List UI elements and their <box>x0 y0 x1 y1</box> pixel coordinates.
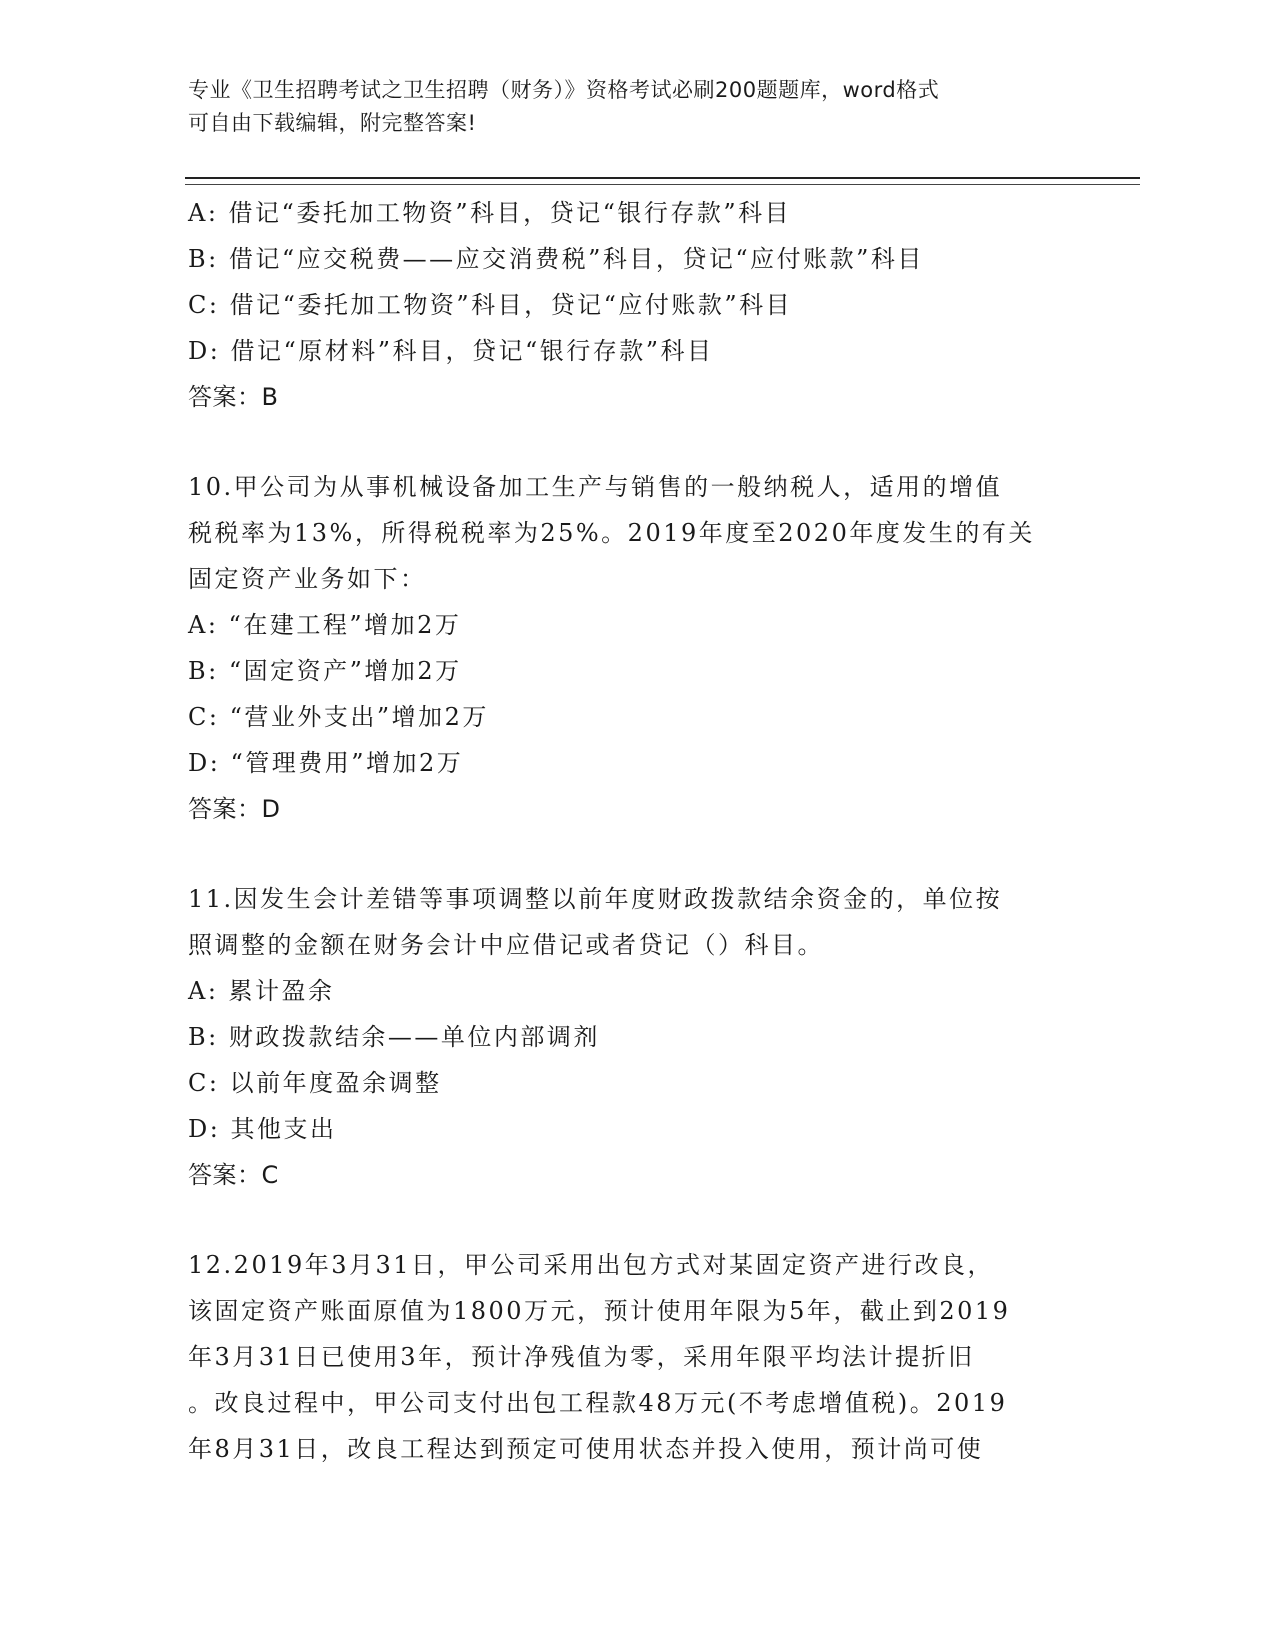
question-12-stem-line-5: 年8月31日，改良工程达到预定可使用状态并投入使用，预计尚可使 <box>188 1435 984 1463</box>
question-12-stem-line-3: 年3月31日已使用3年，预计净残值为零，采用年限平均法计提折旧 <box>188 1343 975 1371</box>
header-divider-thick <box>185 177 1140 179</box>
question-11-stem-line-1: 11.因发生会计差错等事项调整以前年度财政拨款结余资金的，单位按 <box>188 885 1003 913</box>
header-title-line-2: 可自由下载编辑，附完整答案! <box>188 111 477 135</box>
question-9-answer: 答案：B <box>188 383 279 411</box>
question-10-option-a: A: “在建工程”增加2万 <box>188 611 462 639</box>
question-12-stem-line-1: 12.2019年3月31日，甲公司采用出包方式对某固定资产进行改良， <box>188 1251 995 1279</box>
document-header <box>188 74 1088 140</box>
question-9-option-b: B: 借记“应交税费——应交消费税”科目，贷记“应付账款”科目 <box>188 245 924 273</box>
question-12-block <box>188 1242 1088 1472</box>
question-10-block <box>188 464 1088 832</box>
question-10-answer: 答案：D <box>188 795 281 823</box>
question-9-option-c: C: 借记“委托加工物资”科目，贷记“应付账款”科目 <box>188 291 793 319</box>
question-10-stem-line-1: 10.甲公司为从事机械设备加工生产与销售的一般纳税人，适用的增值 <box>188 473 1003 501</box>
question-10-stem-line-2: 税税率为13%，所得税税率为25%。2019年度至2020年度发生的有关 <box>188 519 1035 547</box>
question-9-option-d: D: 借记“原材料”科目，贷记“银行存款”科目 <box>188 337 714 365</box>
question-10-option-c: C: “营业外支出”增加2万 <box>188 703 489 731</box>
question-list <box>188 190 1088 1472</box>
question-11-option-b: B: 财政拨款结余——单位内部调剂 <box>188 1023 600 1051</box>
question-12-stem-line-4: 。改良过程中，甲公司支付出包工程款48万元(不考虑增值税)。2019 <box>188 1389 1008 1417</box>
question-11-option-d: D: 其他支出 <box>188 1115 337 1143</box>
header-title-line-1: 专业《卫生招聘考试之卫生招聘（财务）》资格考试必刷200题题库，word格式 <box>188 78 940 102</box>
question-11-stem-line-2: 照调整的金额在财务会计中应借记或者贷记（）科目。 <box>188 931 824 959</box>
question-9-option-a: A: 借记“委托加工物资”科目，贷记“银行存款”科目 <box>188 199 792 227</box>
question-10-option-b: B: “固定资产”增加2万 <box>188 657 462 685</box>
question-11-option-a: A: 累计盈余 <box>188 977 335 1005</box>
question-11-answer: 答案：C <box>188 1161 279 1189</box>
question-9-block <box>188 190 1088 420</box>
question-11-block <box>188 876 1088 1198</box>
question-12-stem-line-2: 该固定资产账面原值为1800万元，预计使用年限为5年，截止到2019 <box>188 1297 1011 1325</box>
question-10-option-d: D: “管理费用”增加2万 <box>188 749 464 777</box>
question-11-option-c: C: 以前年度盈余调整 <box>188 1069 442 1097</box>
question-10-stem-line-3: 固定资产业务如下： <box>188 565 427 593</box>
header-divider-thin <box>185 184 1140 185</box>
